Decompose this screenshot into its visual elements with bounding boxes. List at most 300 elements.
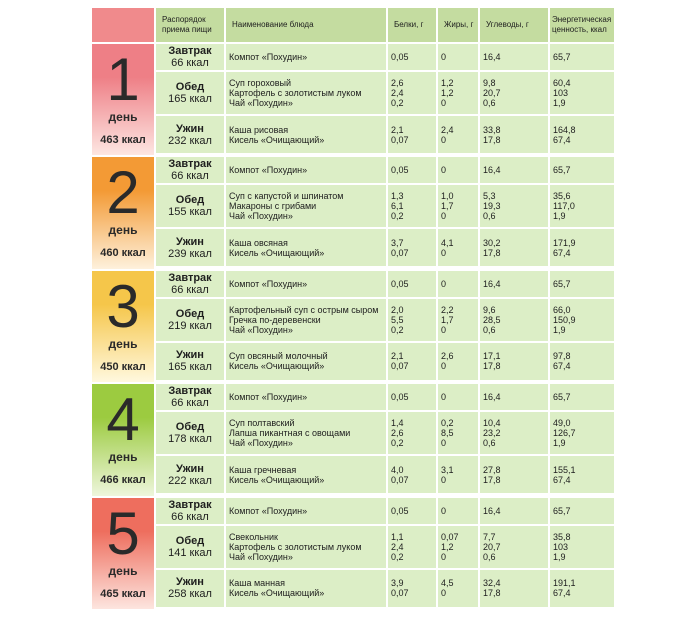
energy-cell — [550, 456, 614, 493]
dish-value: Макароны с грибами — [229, 201, 317, 212]
dish-cell — [226, 384, 386, 410]
protein-cell — [388, 412, 436, 454]
meal-kcal: 258 ккал — [168, 588, 212, 601]
header-fat-label: Жиры, г — [444, 20, 474, 29]
carbs-value: 17,8 — [483, 588, 501, 599]
header-energy — [550, 8, 614, 42]
energy-value: 126,7 — [553, 428, 576, 439]
protein-value: 4,0 — [391, 464, 404, 475]
carbs-cell — [480, 299, 548, 341]
protein-value: 0,05 — [391, 505, 409, 516]
energy-value: 1,9 — [553, 438, 566, 449]
meal-name: Ужин — [176, 349, 204, 362]
dish-value: Компот «Похудин» — [229, 505, 308, 516]
dish-cell — [226, 412, 386, 454]
fat-value: 1,7 — [441, 201, 454, 212]
dish-cell — [226, 157, 386, 183]
day-number: 2 — [106, 159, 140, 227]
fat-value: 1,0 — [441, 191, 454, 202]
fat-cell — [438, 570, 478, 607]
meal-kcal: 155 ккал — [168, 206, 212, 219]
carbs-value: 0,6 — [483, 551, 496, 562]
header-fat — [438, 8, 478, 42]
meal-kcal: 239 ккал — [168, 247, 212, 260]
day-block-5 — [92, 498, 154, 609]
dish-cell — [226, 526, 386, 568]
protein-cell — [388, 498, 436, 524]
protein-value: 2,6 — [391, 428, 404, 439]
protein-value: 2,4 — [391, 88, 404, 98]
carbs-value: 0,6 — [483, 438, 496, 449]
header-carbs-label: Углеводы, г — [486, 20, 529, 29]
protein-value: 3,9 — [391, 578, 404, 589]
meal-name: Завтрак — [168, 271, 212, 284]
carbs-value: 16,4 — [483, 392, 501, 403]
fat-value: 4,1 — [441, 237, 454, 248]
dish-value: Каша гречневая — [229, 464, 297, 475]
protein-value: 0,05 — [391, 165, 409, 176]
day-block-2 — [92, 157, 154, 268]
fat-value: 1,2 — [441, 541, 454, 552]
dish-value: Каша рисовая — [229, 124, 289, 135]
fat-value: 3,1 — [441, 464, 454, 475]
carbs-value: 30,2 — [483, 237, 501, 248]
fat-cell — [438, 271, 478, 297]
meal-kcal: 141 ккал — [168, 546, 212, 559]
day-block-1 — [92, 44, 154, 155]
dish-value: Картофельный суп с острым сыром — [229, 304, 379, 315]
dish-value: Картофель с золотистым луком — [229, 88, 362, 98]
fat-value: 0 — [441, 505, 447, 516]
carbs-cell — [480, 116, 548, 153]
energy-value: 65,7 — [553, 278, 571, 289]
day-word: день — [108, 563, 138, 578]
protein-cell — [388, 116, 436, 153]
day-block-4 — [92, 384, 154, 495]
day-word: день — [108, 223, 138, 238]
energy-value: 171,9 — [553, 237, 576, 248]
fat-cell — [438, 526, 478, 568]
meal-name: Ужин — [176, 122, 204, 135]
energy-value: 66,0 — [553, 304, 571, 315]
energy-cell — [550, 384, 614, 410]
carbs-value: 32,4 — [483, 578, 501, 589]
header-carbs — [480, 8, 548, 42]
energy-value: 65,7 — [553, 505, 571, 516]
meal-cell — [156, 343, 224, 380]
dish-value: Компот «Похудин» — [229, 278, 308, 289]
header-protein-label: Белки, г — [394, 20, 424, 29]
dish-cell — [226, 570, 386, 607]
dish-cell — [226, 229, 386, 266]
energy-cell — [550, 44, 614, 70]
carbs-cell — [480, 384, 548, 410]
day-total-kcal: 466 ккал — [100, 474, 146, 487]
carbs-value: 17,8 — [483, 134, 501, 145]
fat-cell — [438, 412, 478, 454]
meal-name: Завтрак — [168, 385, 212, 398]
meal-kcal: 165 ккал — [168, 93, 212, 105]
energy-value: 1,9 — [553, 551, 566, 562]
dish-value: Суп гороховый — [229, 78, 292, 88]
meal-name: Обед — [175, 421, 205, 434]
carbs-value: 10,4 — [483, 418, 501, 429]
energy-cell — [550, 271, 614, 297]
dish-cell — [226, 44, 386, 70]
energy-value: 65,7 — [553, 392, 571, 403]
fat-value: 2,2 — [441, 304, 454, 315]
dish-value: Каша овсяная — [229, 237, 288, 248]
protein-cell — [388, 157, 436, 183]
day-total-kcal: 460 ккал — [100, 247, 146, 260]
energy-value: 117,0 — [553, 201, 575, 212]
dish-value: Компот «Похудин» — [229, 165, 308, 176]
dish-value: Кисель «Очищающий» — [229, 588, 325, 599]
carbs-cell — [480, 343, 548, 380]
meal-cell — [156, 456, 224, 493]
carbs-value: 33,8 — [483, 124, 501, 135]
header-schedule-label: Распорядок приема пищи — [162, 15, 212, 34]
protein-value: 2,0 — [391, 304, 404, 315]
meal-cell — [156, 412, 224, 454]
carbs-value: 16,4 — [483, 505, 501, 516]
energy-cell — [550, 570, 614, 607]
energy-value: 67,4 — [553, 361, 571, 372]
carbs-value: 17,8 — [483, 247, 501, 258]
energy-value: 67,4 — [553, 588, 571, 599]
fat-value: 0 — [441, 474, 447, 485]
carbs-value: 7,7 — [483, 531, 496, 542]
dish-value: Свекольник — [229, 531, 278, 542]
energy-cell — [550, 229, 614, 266]
carbs-cell — [480, 271, 548, 297]
day-total-kcal: 450 ккал — [100, 360, 146, 373]
protein-cell — [388, 271, 436, 297]
fat-value: 0 — [441, 324, 447, 335]
fat-cell — [438, 343, 478, 380]
fat-value: 0 — [441, 551, 447, 562]
protein-value: 0,05 — [391, 392, 409, 403]
protein-value: 0,07 — [391, 134, 409, 145]
header-corner — [92, 8, 154, 42]
protein-value: 6,1 — [391, 201, 404, 212]
dish-value: Картофель с золотистым луком — [229, 541, 362, 552]
protein-value: 1,4 — [391, 418, 404, 429]
protein-value: 2,4 — [391, 541, 404, 552]
meal-kcal: 165 ккал — [168, 361, 212, 374]
meal-cell — [156, 72, 224, 114]
protein-value: 5,5 — [391, 314, 404, 325]
dish-value: Кисель «Очищающий» — [229, 247, 325, 258]
dish-cell — [226, 456, 386, 493]
dish-value: Чай «Похудин» — [229, 211, 293, 222]
carbs-value: 20,7 — [483, 88, 501, 98]
carbs-value: 9,8 — [483, 78, 496, 88]
fat-value: 0 — [441, 98, 447, 108]
dish-value: Чай «Похудин» — [229, 98, 293, 108]
meal-cell — [156, 271, 224, 297]
carbs-value: 5,3 — [483, 191, 496, 202]
protein-value: 0,05 — [391, 52, 409, 62]
header-dish — [226, 8, 386, 42]
meal-name: Ужин — [176, 462, 204, 475]
protein-cell — [388, 229, 436, 266]
meal-cell — [156, 157, 224, 183]
meal-kcal: 66 ккал — [171, 170, 209, 183]
carbs-value: 16,4 — [483, 278, 501, 289]
energy-value: 164,8 — [553, 124, 576, 135]
meal-kcal: 66 ккал — [171, 510, 209, 523]
day-word: день — [108, 110, 138, 124]
fat-cell — [438, 498, 478, 524]
carbs-cell — [480, 185, 548, 227]
meal-name: Обед — [175, 534, 205, 547]
meal-name: Ужин — [176, 576, 204, 589]
carbs-value: 16,4 — [483, 165, 501, 176]
protein-cell — [388, 185, 436, 227]
carbs-value: 28,5 — [483, 314, 501, 325]
protein-value: 2,1 — [391, 351, 404, 362]
fat-value: 0,07 — [441, 531, 459, 542]
energy-cell — [550, 343, 614, 380]
meal-kcal: 222 ккал — [168, 474, 212, 487]
energy-value: 65,7 — [553, 165, 571, 176]
carbs-value: 17,8 — [483, 361, 501, 372]
fat-cell — [438, 185, 478, 227]
energy-cell — [550, 299, 614, 341]
meal-kcal: 219 ккал — [168, 319, 212, 332]
protein-value: 0,2 — [391, 211, 404, 222]
carbs-value: 0,6 — [483, 211, 496, 222]
fat-value: 0 — [441, 361, 447, 372]
meal-name: Ужин — [176, 235, 204, 248]
dish-value: Компот «Похудин» — [229, 392, 308, 403]
protein-cell — [388, 384, 436, 410]
meal-name: Завтрак — [168, 158, 212, 171]
fat-value: 1,2 — [441, 78, 454, 88]
carbs-value: 0,6 — [483, 324, 496, 335]
protein-cell — [388, 299, 436, 341]
protein-cell — [388, 456, 436, 493]
day-total-kcal: 465 ккал — [100, 587, 146, 600]
dish-cell — [226, 343, 386, 380]
meal-cell — [156, 185, 224, 227]
fat-value: 0 — [441, 278, 447, 289]
dish-value: Кисель «Очищающий» — [229, 134, 325, 145]
fat-cell — [438, 229, 478, 266]
protein-value: 0,05 — [391, 278, 409, 289]
fat-value: 0 — [441, 247, 447, 258]
dish-cell — [226, 116, 386, 153]
protein-cell — [388, 526, 436, 568]
fat-cell — [438, 157, 478, 183]
meal-name: Завтрак — [168, 498, 212, 511]
protein-value: 0,2 — [391, 551, 404, 562]
meal-name: Обед — [175, 307, 205, 320]
fat-value: 0 — [441, 165, 447, 176]
day-number: 4 — [106, 386, 140, 454]
carbs-value: 17,8 — [483, 474, 501, 485]
dish-value: Кисель «Очищающий» — [229, 361, 325, 372]
energy-value: 67,4 — [553, 474, 571, 485]
carbs-cell — [480, 412, 548, 454]
dish-value: Компот «Похудин» — [229, 52, 308, 62]
dish-value: Гречка по-деревенски — [229, 314, 321, 325]
energy-value: 1,9 — [553, 211, 566, 222]
carbs-cell — [480, 229, 548, 266]
energy-value: 49,0 — [553, 418, 571, 429]
fat-value: 0,2 — [441, 418, 454, 429]
carbs-cell — [480, 44, 548, 70]
meal-kcal: 178 ккал — [168, 433, 212, 446]
fat-cell — [438, 456, 478, 493]
protein-value: 0,2 — [391, 324, 404, 335]
header-energy-label: Энергетическая ценность, ккал — [552, 15, 612, 34]
meal-cell — [156, 526, 224, 568]
fat-value: 1,7 — [441, 314, 454, 325]
dish-value: Кисель «Очищающий» — [229, 474, 325, 485]
protein-cell — [388, 570, 436, 607]
energy-value: 155,1 — [553, 464, 576, 475]
carbs-value: 9,6 — [483, 304, 496, 315]
day-word: день — [108, 450, 138, 465]
fat-value: 4,5 — [441, 578, 454, 589]
fat-value: 0 — [441, 588, 447, 599]
energy-value: 150,9 — [553, 314, 576, 325]
meal-cell — [156, 44, 224, 70]
carbs-cell — [480, 157, 548, 183]
fat-cell — [438, 299, 478, 341]
fat-value: 0 — [441, 438, 447, 449]
energy-cell — [550, 185, 614, 227]
dish-value: Чай «Похудин» — [229, 438, 293, 449]
meal-name: Завтрак — [168, 45, 212, 57]
carbs-value: 23,2 — [483, 428, 501, 439]
energy-value: 103 — [553, 541, 569, 552]
dish-value: Суп с капустой и шпинатом — [229, 191, 344, 202]
carbs-cell — [480, 570, 548, 607]
meal-cell — [156, 116, 224, 153]
meal-cell — [156, 229, 224, 266]
protein-value: 1,1 — [391, 531, 404, 542]
energy-value: 60,4 — [553, 78, 571, 88]
day-word: день — [108, 336, 138, 351]
energy-value: 97,8 — [553, 351, 571, 362]
energy-cell — [550, 157, 614, 183]
meal-kcal: 66 ккал — [171, 283, 209, 296]
protein-value: 0,07 — [391, 247, 409, 258]
meal-cell — [156, 570, 224, 607]
day-number: 5 — [106, 499, 140, 567]
energy-cell — [550, 72, 614, 114]
dish-cell — [226, 299, 386, 341]
carbs-cell — [480, 456, 548, 493]
fat-value: 2,6 — [441, 351, 454, 362]
day-total-kcal: 463 ккал — [100, 134, 146, 146]
protein-cell — [388, 72, 436, 114]
header-protein — [388, 8, 436, 42]
fat-value: 0 — [441, 211, 447, 222]
protein-value: 0,2 — [391, 438, 404, 449]
protein-value: 2,6 — [391, 78, 404, 88]
protein-value: 1,3 — [391, 191, 404, 202]
energy-value: 1,9 — [553, 324, 566, 335]
energy-cell — [550, 116, 614, 153]
protein-value: 0,07 — [391, 361, 409, 372]
protein-value: 0,07 — [391, 474, 409, 485]
energy-value: 35,8 — [553, 531, 571, 542]
energy-value: 1,9 — [553, 98, 566, 108]
protein-value: 0,2 — [391, 98, 404, 108]
carbs-cell — [480, 72, 548, 114]
carbs-cell — [480, 526, 548, 568]
fat-value: 1,2 — [441, 88, 454, 98]
dish-cell — [226, 498, 386, 524]
fat-cell — [438, 44, 478, 70]
fat-cell — [438, 72, 478, 114]
dish-cell — [226, 72, 386, 114]
fat-value: 0 — [441, 134, 447, 145]
protein-cell — [388, 343, 436, 380]
carbs-value: 19,3 — [483, 201, 501, 212]
fat-value: 2,4 — [441, 124, 454, 135]
energy-cell — [550, 498, 614, 524]
carbs-value: 20,7 — [483, 541, 501, 552]
energy-value: 103 — [553, 88, 569, 98]
meal-cell — [156, 299, 224, 341]
meal-name: Обед — [175, 194, 205, 207]
dish-value: Чай «Похудин» — [229, 551, 293, 562]
fat-value: 8,5 — [441, 428, 454, 439]
dish-cell — [226, 185, 386, 227]
dish-cell — [226, 271, 386, 297]
protein-value: 0,07 — [391, 588, 409, 599]
dish-value: Суп полтавский — [229, 418, 295, 429]
protein-cell — [388, 44, 436, 70]
dish-value: Лапша пикантная с овощами — [229, 428, 351, 439]
meal-kcal: 66 ккал — [171, 397, 209, 410]
meal-plan-table — [92, 8, 614, 611]
meal-cell — [156, 498, 224, 524]
carbs-value: 16,4 — [483, 52, 501, 62]
fat-value: 0 — [441, 52, 447, 62]
fat-cell — [438, 384, 478, 410]
protein-value: 2,1 — [391, 124, 404, 135]
energy-value: 67,4 — [553, 134, 571, 145]
carbs-value: 0,6 — [483, 98, 496, 108]
header-schedule — [156, 8, 224, 42]
meal-name: Обед — [175, 81, 205, 93]
header-dish-label: Наименование блюда — [232, 20, 314, 29]
energy-cell — [550, 412, 614, 454]
fat-cell — [438, 116, 478, 153]
energy-value: 67,4 — [553, 247, 571, 258]
day-number: 1 — [106, 46, 140, 113]
energy-cell — [550, 526, 614, 568]
dish-value: Чай «Похудин» — [229, 324, 293, 335]
carbs-value: 17,1 — [483, 351, 501, 362]
energy-value: 65,7 — [553, 52, 571, 62]
meal-kcal: 66 ккал — [171, 57, 209, 69]
meal-kcal: 232 ккал — [168, 134, 212, 147]
energy-value: 35,6 — [553, 191, 571, 202]
carbs-cell — [480, 498, 548, 524]
day-number: 3 — [106, 272, 140, 340]
fat-value: 0 — [441, 392, 447, 403]
dish-value: Суп овсяный молочный — [229, 351, 328, 362]
meal-cell — [156, 384, 224, 410]
protein-value: 3,7 — [391, 237, 404, 248]
